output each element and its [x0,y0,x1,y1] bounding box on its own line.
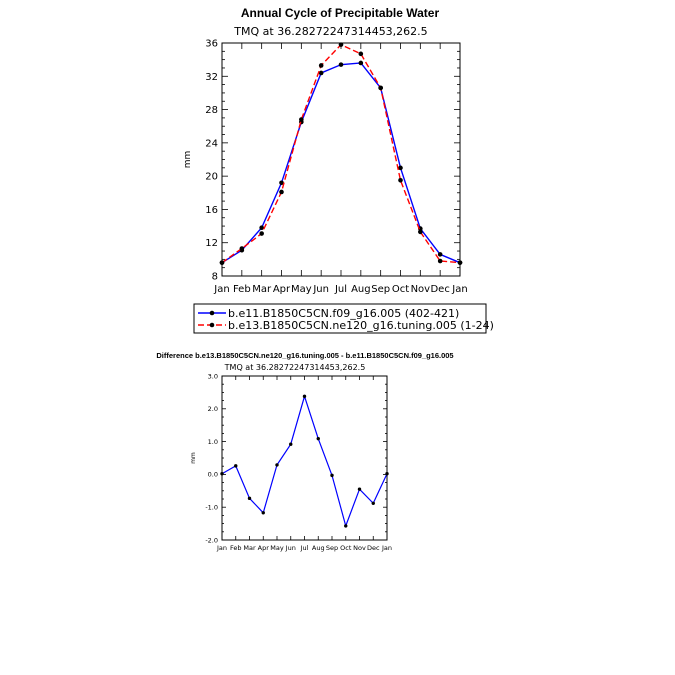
x-tick-label: Mar [252,284,272,295]
data-point [339,62,344,67]
y-tick-label: 16 [205,204,218,216]
x-tick-label: May [270,544,284,552]
x-tick-label: Mar [243,544,256,552]
data-point [438,259,443,264]
legend [194,304,494,333]
y-axis-label: mm [183,150,193,169]
y-tick-label: 2.0 [207,405,218,414]
difference-plot-area [191,372,392,552]
x-tick-label: Sep [325,544,339,552]
data-point [262,511,265,514]
data-point [359,61,364,66]
data-point [220,260,225,265]
x-tick-label: Apr [257,544,269,552]
x-tick-label: Jan [214,284,230,295]
x-tick-label: Jul [300,544,309,552]
legend-label-2: b.e13.B1850C5CN.ne120_g16.tuning.005 (1-24) [228,319,494,332]
data-point [418,230,423,235]
data-point [344,524,347,527]
y-tick-label: 8 [211,271,218,283]
x-tick-label: Dec [430,284,450,295]
data-point [378,86,383,91]
data-point [317,437,320,440]
difference-chart-title: Difference b.e13.B1850C5CN.ne120_g16.tuning.005 - b.e11.B1850C5CN.f09_g16.005 [156,351,454,360]
y-tick-label: 1.0 [207,437,218,446]
data-point [259,231,264,236]
y-tick-label: 24 [205,138,218,150]
y-tick-label: 20 [205,171,218,183]
main-plot-area [183,39,468,296]
x-tick-label: Oct [391,284,410,295]
x-tick-label: Sep [371,284,391,295]
x-tick-label: Jun [285,544,296,552]
data-point [398,166,403,171]
y-tick-label: 36 [205,38,218,50]
data-point [458,260,463,265]
data-point [385,472,388,475]
data-point [299,117,304,122]
data-point [339,42,344,47]
y-tick-label: 32 [205,71,218,83]
data-point [358,487,361,490]
x-tick-label: Feb [232,284,251,295]
x-tick-label: Apr [272,284,291,295]
x-tick-label: Jun [313,284,329,295]
difference-chart-subtitle: TMQ at 36.28272247314453,262.5 [224,363,366,372]
data-point [275,463,278,466]
data-point [240,246,245,251]
data-point [279,190,284,195]
y-tick-label: 28 [205,105,218,117]
series-line-1 [222,396,387,526]
x-tick-label: Feb [229,544,242,552]
y-tick-label: 12 [205,238,218,250]
plot-frame [222,376,387,540]
data-point [372,502,375,505]
x-tick-label: Aug [311,544,325,552]
series-line-1 [222,63,460,263]
data-point [319,63,324,68]
y-tick-label: 3.0 [207,372,218,381]
x-tick-label: Dec [366,544,380,552]
x-tick-label: Jul [334,284,348,295]
legend-marker [210,323,215,328]
x-tick-label: Jan [216,544,228,552]
data-point [234,464,237,467]
data-point [330,474,333,477]
data-point [220,472,223,475]
plot-frame [222,43,460,276]
x-tick-label: Jan [381,544,393,552]
data-point [259,225,264,230]
x-tick-label: Oct [340,544,352,552]
y-tick-label: 0.0 [207,470,218,479]
chart-subtitle: TMQ at 36.28272247314453,262.5 [234,25,428,38]
x-tick-label: Nov [410,284,431,295]
x-tick-label: Jan [452,284,468,295]
series-line-2 [222,45,460,263]
x-tick-label: Aug [351,284,371,295]
data-point [248,497,251,500]
x-tick-label: Nov [353,544,366,552]
y-tick-label: -2.0 [205,536,218,545]
x-tick-label: May [290,284,312,295]
data-point [359,52,364,57]
y-axis-label: mm [191,452,197,464]
data-point [289,443,292,446]
chart-title: Annual Cycle of Precipitable Water [240,6,440,20]
legend-label-1: b.e11.B1850C5CN.f09_g16.005 (402-421) [228,307,460,320]
data-point [398,178,403,183]
data-point [438,252,443,257]
data-point [303,395,306,398]
y-tick-label: -1.0 [205,503,218,512]
legend-marker [210,311,215,316]
